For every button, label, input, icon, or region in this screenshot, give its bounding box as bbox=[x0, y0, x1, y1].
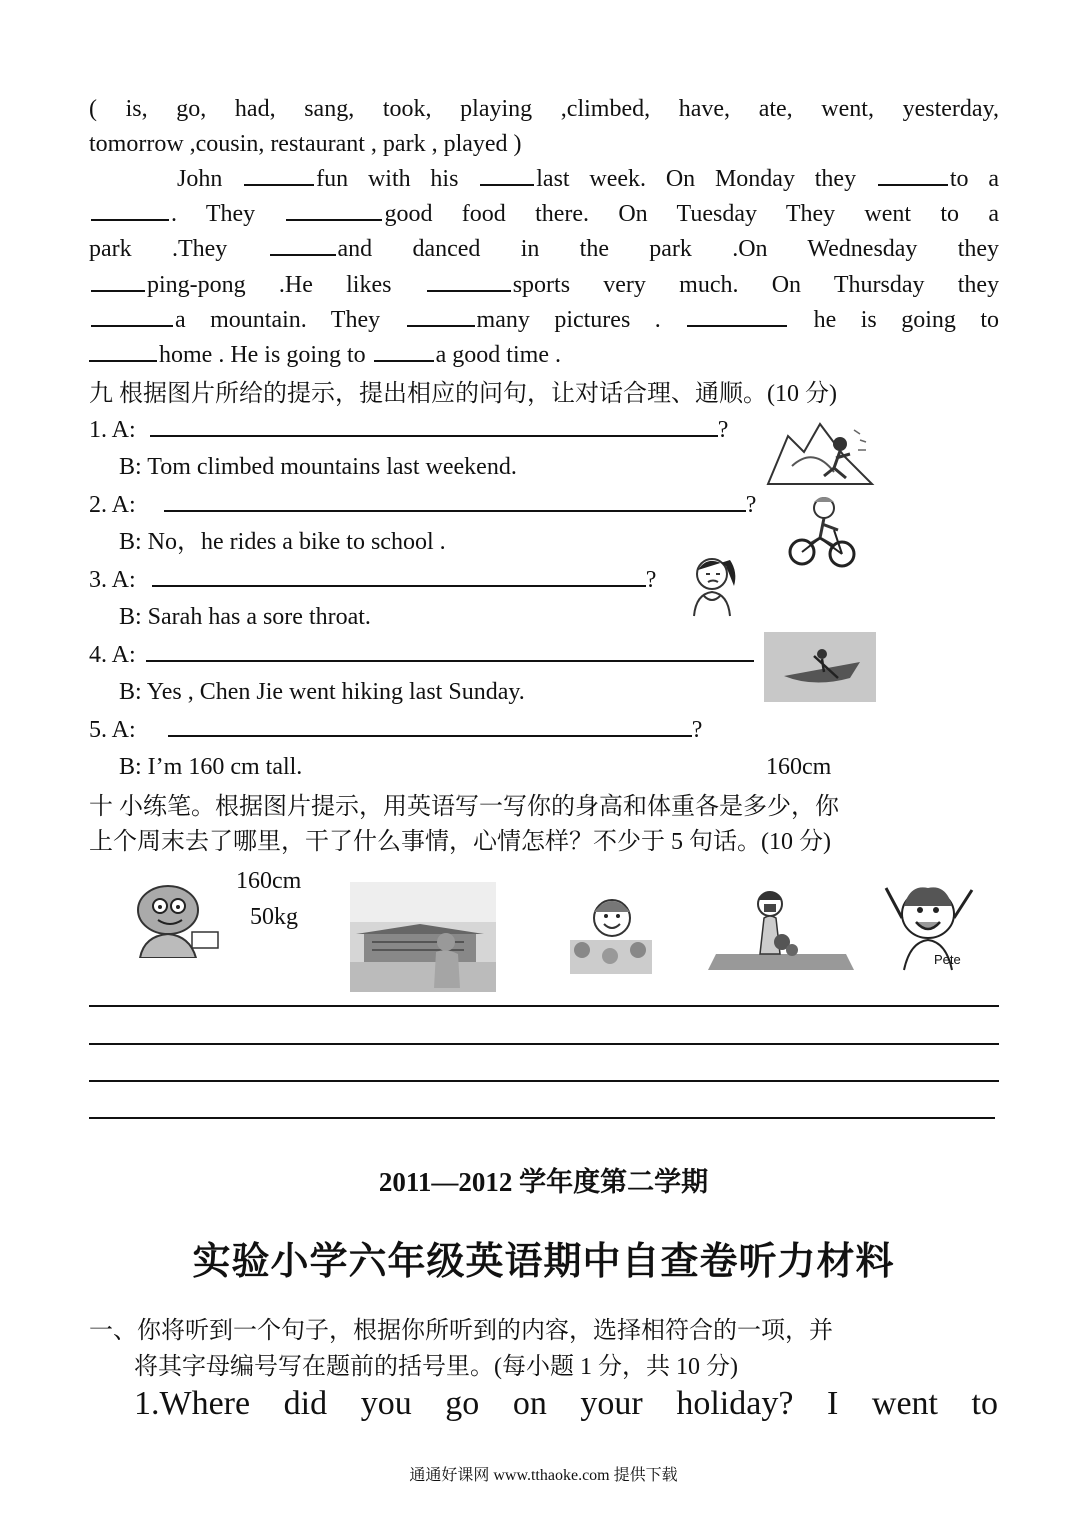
text: he is going to bbox=[813, 307, 1000, 333]
q4-b-line: B: Yes , Chen Jie went hiking last Sunday. bbox=[119, 679, 525, 705]
section-10-heading-1: 十 小练笔。根据图片提示，用英语写一写你的身高和体重各是多少，你 bbox=[89, 794, 839, 820]
fill-blank[interactable] bbox=[427, 268, 511, 292]
section-10-height: 160cm bbox=[236, 868, 302, 894]
listening-part-1-line-2: 将其字母编号写在题前的括号里。(每小题 1 分，共 10 分) bbox=[134, 1354, 738, 1380]
happy-kids-picture bbox=[566, 890, 656, 974]
question-number: 3. A: bbox=[89, 567, 136, 593]
text: sports bbox=[512, 272, 571, 298]
text: they bbox=[957, 236, 1000, 262]
q3-a-line bbox=[89, 563, 999, 597]
text: ping-pong bbox=[147, 272, 246, 298]
question-number: 1. A: bbox=[89, 417, 136, 443]
girl-sore-throat-picture bbox=[686, 552, 744, 620]
q3-b-line: B: Sarah has a sore throat. bbox=[119, 604, 371, 630]
page-footer: 通通好课网 www.tthaoke.com 提供下载 bbox=[409, 1467, 678, 1484]
text: .They bbox=[171, 236, 228, 262]
text: they bbox=[957, 272, 1000, 298]
fill-blank[interactable] bbox=[91, 303, 173, 327]
text: park bbox=[89, 236, 132, 262]
fill-blank[interactable] bbox=[286, 197, 382, 221]
text: very bbox=[603, 272, 646, 298]
q5-height-label: 160cm bbox=[766, 754, 832, 780]
boy-with-glasses-picture bbox=[124, 880, 224, 958]
writing-line[interactable] bbox=[89, 1080, 999, 1082]
question-number: 2. A: bbox=[89, 492, 136, 518]
question-mark: ? bbox=[717, 417, 729, 443]
text: home . He is going to bbox=[159, 342, 366, 368]
text: there. On Tuesday They went to a bbox=[535, 201, 999, 227]
section-9-heading: 九 根据图片所给的提示，提出相应的问句，让对话合理、通顺。(10 分) bbox=[89, 381, 837, 407]
text: Thursday bbox=[833, 272, 925, 298]
text: to a bbox=[949, 166, 1000, 192]
listening-question-1: 1.Where did you go on your holiday? I went to bbox=[134, 1385, 998, 1422]
text: park bbox=[649, 236, 692, 262]
text: food bbox=[461, 201, 506, 227]
word-bank-line-2: tomorrow ,cousin, restaurant , park , played ) bbox=[89, 131, 522, 157]
q2-a-line bbox=[89, 488, 999, 522]
text: On bbox=[771, 272, 802, 298]
fill-blank[interactable] bbox=[480, 162, 534, 186]
school-year-title: 2011—2012 学年度第二学期 bbox=[378, 1167, 709, 1197]
text: a mountain. They bbox=[175, 307, 381, 333]
text: .On bbox=[732, 236, 768, 262]
question-number: 4. A: bbox=[89, 642, 136, 668]
text: They bbox=[205, 201, 256, 227]
text: John bbox=[177, 166, 223, 192]
q5-a-line bbox=[89, 713, 999, 747]
text: . bbox=[171, 201, 177, 227]
word-bank-line-1: ( is, go, had, sang, took, playing ,climbed, have, ate, went, yesterday, bbox=[89, 96, 999, 122]
writing-line[interactable] bbox=[89, 1005, 999, 1007]
section-10-heading-2: 上个周末去了哪里，干了什么事情，心情怎样？不少于 5 句话。(10 分) bbox=[89, 829, 831, 855]
writing-line[interactable] bbox=[89, 1117, 995, 1119]
answer-line[interactable] bbox=[164, 490, 746, 512]
passage-line-4 bbox=[89, 268, 999, 302]
passage-line-6 bbox=[89, 338, 999, 372]
passage-line-2 bbox=[89, 197, 999, 231]
answer-line[interactable] bbox=[150, 415, 718, 437]
tiananmen-photo bbox=[350, 882, 496, 992]
text: likes bbox=[346, 272, 392, 298]
q2-b-line: B: No，he rides a bike to school . bbox=[119, 529, 446, 555]
fill-blank[interactable] bbox=[407, 303, 475, 327]
passage-line-3 bbox=[89, 232, 999, 266]
q1-b-line: B: Tom climbed mountains last weekend. bbox=[119, 454, 517, 480]
fill-blank[interactable] bbox=[91, 197, 169, 221]
text: good bbox=[384, 201, 433, 227]
listening-material-title: 实验小学六年级英语期中自查卷听力材料 bbox=[192, 1241, 895, 1283]
passage-line-5 bbox=[89, 303, 999, 337]
question-number: 5. A: bbox=[89, 717, 136, 743]
section-10-weight: 50kg bbox=[250, 904, 298, 930]
text: and bbox=[337, 236, 373, 262]
writing-line[interactable] bbox=[89, 1043, 999, 1045]
question-mark: ? bbox=[645, 567, 657, 593]
fill-blank[interactable] bbox=[687, 303, 787, 327]
text: a good time . bbox=[435, 342, 561, 368]
text: in bbox=[520, 236, 540, 262]
listening-part-1-line-1: 一、你将听到一个句子，根据你所听到的内容，选择相符合的一项，并 bbox=[89, 1318, 833, 1344]
question-mark: ? bbox=[691, 717, 703, 743]
fill-blank[interactable] bbox=[244, 162, 314, 186]
text: Wednesday bbox=[807, 236, 918, 262]
text: fun with his bbox=[316, 166, 459, 192]
pete-label: Pete bbox=[934, 952, 961, 967]
pete-waving-picture bbox=[880, 878, 980, 974]
fill-blank[interactable] bbox=[270, 232, 336, 256]
fill-blank[interactable] bbox=[878, 162, 948, 186]
answer-line[interactable] bbox=[168, 715, 692, 737]
rowing-boat-picture bbox=[764, 632, 876, 702]
text: many pictures . bbox=[476, 307, 661, 333]
text: the bbox=[579, 236, 609, 262]
answer-line[interactable] bbox=[146, 640, 754, 662]
mountain-climbing-picture bbox=[764, 416, 876, 488]
fill-blank[interactable] bbox=[89, 338, 157, 362]
question-mark: ? bbox=[745, 492, 757, 518]
boy-riding-bike-picture bbox=[788, 494, 856, 574]
text: last week. On Monday they bbox=[536, 166, 857, 192]
girl-taking-photo-picture bbox=[708, 884, 854, 972]
q5-b-line: B: I’m 160 cm tall. bbox=[119, 754, 303, 780]
fill-blank[interactable] bbox=[91, 268, 145, 292]
passage-line-1 bbox=[89, 162, 999, 196]
answer-line[interactable] bbox=[152, 565, 646, 587]
text: .He bbox=[278, 272, 313, 298]
text: danced bbox=[412, 236, 481, 262]
fill-blank[interactable] bbox=[374, 338, 434, 362]
text: much. bbox=[679, 272, 739, 298]
